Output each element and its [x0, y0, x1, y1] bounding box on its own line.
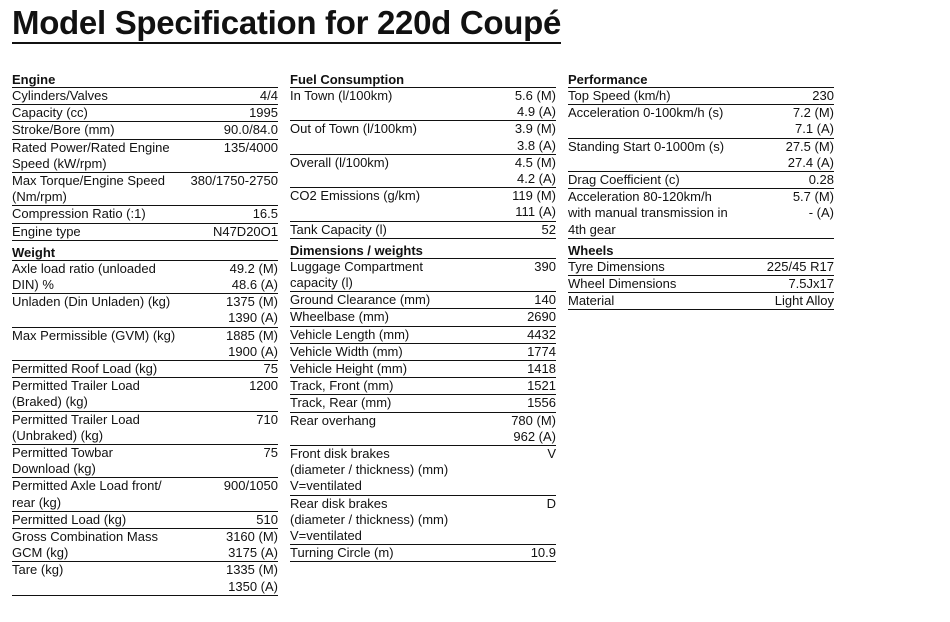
- page-title: Model Specification for 220d Coupé: [12, 4, 561, 44]
- spec-row: [12, 361, 278, 378]
- spec-value: 3.9 (M) 3.8 (A): [514, 121, 556, 153]
- spec-value: 710: [256, 411, 278, 427]
- section-heading: Weight: [12, 245, 278, 261]
- spec-label: Turning Circle (m): [290, 545, 394, 561]
- spec-row: [290, 395, 556, 412]
- spec-label: Ground Clearance (mm): [290, 292, 431, 308]
- spec-value: 27.5 (M) 27.4 (A): [785, 138, 834, 170]
- spec-label: Rear overhang: [290, 412, 376, 428]
- spec-label: Vehicle Length (mm): [290, 326, 410, 342]
- spec-row: [12, 445, 278, 478]
- spec-label: Vehicle Width (mm): [290, 343, 403, 359]
- spec-row: [568, 105, 834, 138]
- spec-row: [568, 172, 834, 189]
- spec-value: 16.5: [252, 206, 278, 222]
- spec-label: Capacity (cc): [12, 105, 88, 121]
- spec-value: 1885 (M) 1900 (A): [225, 327, 278, 359]
- spec-value: 0.28: [808, 172, 834, 188]
- column-3: [568, 68, 834, 310]
- spec-value: 52: [541, 221, 556, 237]
- spec-label: Permitted Trailer Load (Braked) (kg): [12, 378, 140, 410]
- section-heading: Fuel Consumption: [290, 72, 556, 88]
- spec-label: Wheelbase (mm): [290, 309, 389, 325]
- spec-value: 2690: [527, 309, 556, 325]
- spec-label: Drag Coefficient (c): [568, 172, 680, 188]
- section-fuel-consumption: [290, 72, 556, 239]
- spec-row: [290, 344, 556, 361]
- spec-value: 140: [534, 292, 556, 308]
- spec-value: 5.7 (M) - (A): [792, 189, 834, 221]
- spec-row: [290, 121, 556, 154]
- spec-row: [12, 562, 278, 595]
- section-engine: [12, 72, 278, 241]
- column-1: [12, 68, 278, 596]
- spec-label: Max Permissible (GVM) (kg): [12, 327, 176, 343]
- spec-label: Compression Ratio (:1): [12, 206, 146, 222]
- spec-value: 1375 (M) 1390 (A): [225, 294, 278, 326]
- spec-label: In Town (l/100km): [290, 88, 393, 103]
- spec-row: [12, 224, 278, 241]
- spec-label: Out of Town (l/100km): [290, 121, 417, 137]
- spec-value: 75: [263, 445, 278, 461]
- spec-label: Track, Front (mm): [290, 378, 394, 394]
- spec-value: 380/1750-2750: [190, 173, 278, 189]
- spec-row: [568, 139, 834, 172]
- spec-value: 1774: [527, 343, 556, 359]
- spec-row: [12, 478, 278, 511]
- spec-row: [290, 155, 556, 188]
- spec-label: Standing Start 0-1000m (s): [568, 138, 725, 154]
- spec-label: Permitted Axle Load front/ rear (kg): [12, 478, 162, 510]
- spec-label: Engine type: [12, 223, 81, 239]
- spec-value: 1995: [249, 105, 278, 121]
- spec-label: Rated Power/Rated Engine Speed (kW/rpm): [12, 139, 170, 171]
- spec-label: Unladen (Din Unladen) (kg): [12, 294, 171, 310]
- spec-row: [290, 446, 556, 496]
- section-heading: Performance: [568, 72, 834, 88]
- spec-value: 7.5Jx17: [788, 276, 834, 292]
- spec-row: [12, 261, 278, 294]
- spec-value: 75: [263, 361, 278, 377]
- spec-label: Track, Rear (mm): [290, 395, 392, 411]
- spec-label: Axle load ratio (unloaded DIN) %: [12, 260, 156, 293]
- spec-value: 10.9: [530, 545, 556, 561]
- section-heading: Dimensions / weights: [290, 243, 556, 259]
- spec-value: 510: [256, 511, 278, 527]
- spec-row: [290, 413, 556, 446]
- spec-row: [290, 188, 556, 221]
- spec-label: CO2 Emissions (g/km): [290, 188, 421, 204]
- spec-label: Permitted Trailer Load (Unbraked) (kg): [12, 411, 140, 443]
- section-heading: Engine: [12, 72, 278, 88]
- spec-value: 3160 (M) 3175 (A): [225, 529, 278, 561]
- spec-label: Vehicle Height (mm): [290, 361, 408, 377]
- spec-label: Rear disk brakes (diameter / thickness) (mm) V=ventilated: [290, 495, 449, 544]
- spec-label: Cylinders/Valves: [12, 88, 108, 103]
- spec-label: Front disk brakes (diameter / thickness) (mm) V=ventilated: [290, 446, 449, 494]
- spec-row: [12, 512, 278, 529]
- spec-value: 1521: [527, 378, 556, 394]
- spec-label: Top Speed (km/h): [568, 88, 671, 103]
- spec-label: Tyre Dimensions: [568, 258, 665, 274]
- spec-label: Stroke/Bore (mm): [12, 122, 115, 138]
- spec-value: 4432: [527, 326, 556, 342]
- spec-value: 780 (M) 962 (A): [511, 412, 556, 444]
- section-heading: Wheels: [568, 243, 834, 259]
- spec-value: 5.6 (M) 4.9 (A): [514, 88, 556, 120]
- spec-value: N47D20O1: [212, 223, 278, 239]
- spec-value: 119 (M) 111 (A): [512, 188, 556, 220]
- spec-label: Luggage Compartment capacity (l): [290, 258, 423, 291]
- spec-row: [290, 259, 556, 292]
- spec-row: [12, 105, 278, 122]
- spec-label: Max Torque/Engine Speed (Nm/rpm): [12, 173, 165, 205]
- spec-value: 7.2 (M) 7.1 (A): [792, 105, 834, 137]
- spec-row: [290, 545, 556, 562]
- spec-value: V: [547, 446, 556, 462]
- spec-label: Permitted Towbar Download (kg): [12, 445, 113, 477]
- spec-value: 1335 (M) 1350 (A): [225, 562, 278, 594]
- spec-value: 4.5 (M) 4.2 (A): [514, 154, 556, 187]
- spec-value: Light Alloy: [774, 293, 834, 309]
- spec-row: [12, 529, 278, 562]
- spec-value: 135/4000: [223, 139, 278, 155]
- spec-row: [12, 122, 278, 139]
- spec-row: [12, 294, 278, 327]
- spec-label: Material: [568, 293, 615, 309]
- section-performance: [568, 72, 834, 239]
- column-2: [290, 68, 556, 562]
- spec-row: [568, 189, 834, 239]
- spec-row: [290, 222, 556, 239]
- spec-value: 230: [812, 88, 834, 103]
- spec-row: [12, 378, 278, 411]
- spec-label: Acceleration 80-120km/h with manual transmission in 4th gear: [568, 189, 728, 237]
- spec-label: Permitted Load (kg): [12, 511, 127, 527]
- spec-row: [290, 378, 556, 395]
- spec-label: Gross Combination Mass GCM (kg): [12, 529, 158, 561]
- spec-row: [290, 292, 556, 309]
- spec-label: Tank Capacity (l): [290, 221, 387, 237]
- spec-row: [12, 88, 278, 105]
- spec-label: Acceleration 0-100km/h (s): [568, 105, 724, 121]
- spec-value: 1418: [527, 361, 556, 377]
- spec-row: [290, 327, 556, 344]
- spec-value: 225/45 R17: [766, 258, 834, 274]
- spec-row: [290, 88, 556, 121]
- spec-label: Overall (l/100km): [290, 154, 389, 170]
- spec-row: [568, 276, 834, 293]
- spec-row: [12, 173, 278, 206]
- spec-row: [12, 328, 278, 361]
- spec-row: [12, 412, 278, 445]
- spec-value: 49.2 (M) 48.6 (A): [229, 260, 278, 293]
- section-wheels: [568, 243, 834, 311]
- spec-row: [290, 496, 556, 546]
- spec-row: [568, 88, 834, 105]
- spec-value: 90.0/84.0: [223, 122, 278, 138]
- spec-value: 900/1050: [223, 478, 278, 494]
- spec-label: Wheel Dimensions: [568, 276, 677, 292]
- spec-value: 390: [534, 258, 556, 274]
- spec-row: [290, 361, 556, 378]
- spec-value: D: [546, 495, 556, 511]
- spec-row: [568, 293, 834, 310]
- spec-row: [12, 206, 278, 223]
- spec-row: [568, 259, 834, 276]
- section-dimensions: [290, 243, 556, 563]
- spec-label: Permitted Roof Load (kg): [12, 361, 158, 377]
- spec-value: 4/4: [259, 88, 278, 103]
- spec-row: [290, 309, 556, 326]
- spec-value: 1556: [527, 395, 556, 411]
- spec-row: [12, 140, 278, 173]
- spec-value: 1200: [249, 378, 278, 394]
- spec-label: Tare (kg): [12, 562, 64, 578]
- section-weight: [12, 245, 278, 596]
